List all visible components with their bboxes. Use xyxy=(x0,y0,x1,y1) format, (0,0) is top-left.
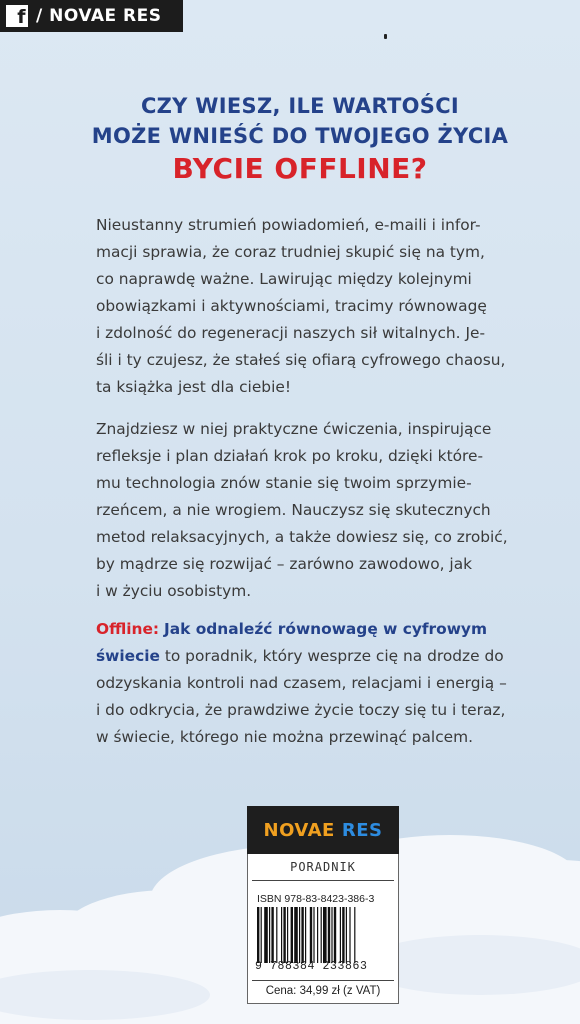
text-line: i w życiu osobistym. xyxy=(96,582,252,600)
barcode-bars xyxy=(257,907,389,963)
facebook-icon: f xyxy=(6,5,28,27)
barcode-stripe xyxy=(342,907,344,963)
publisher-social-badge xyxy=(0,0,183,32)
headline-line-3: BYCIE OFFLINE? xyxy=(172,152,428,185)
barcode-stripe xyxy=(283,907,285,963)
blurb-paragraph-2 xyxy=(96,416,548,605)
barcode-digits: 9 788384 233863 xyxy=(255,960,368,973)
text-line: i zdolność do regeneracji naszych sił witalnych. Je- xyxy=(96,324,486,342)
barcode-stripe xyxy=(281,907,282,963)
blurb-paragraph-3 xyxy=(96,616,548,751)
barcode-stripe xyxy=(313,907,314,963)
divider xyxy=(252,980,394,981)
logo-word-2: RES xyxy=(341,819,383,841)
text-line: macji sprawia, że coraz trudniej skupić się na tym, xyxy=(96,243,485,261)
barcode-stripe xyxy=(354,907,355,963)
text-line: Nieustanny strumień powiadomień, e-maili i infor- xyxy=(96,216,481,234)
book-subtitle-blue: Jak odnaleźć równowagę w cyfrowym xyxy=(164,620,488,638)
barcode-stripe xyxy=(323,907,327,963)
barcode-stripe xyxy=(287,907,288,963)
publisher-logo xyxy=(247,806,399,854)
text-line: Znajdziesz w niej praktyczne ćwiczenia, inspirujące xyxy=(96,420,492,438)
barcode-stripe xyxy=(328,907,330,963)
text-line: refleksje i plan działań krok po kroku, dzięki które- xyxy=(96,447,484,465)
text-line: by mądrze się rozwijać – zarówno zawodowo, jak xyxy=(96,555,473,573)
barcode-stripe xyxy=(291,907,293,963)
text-line: obowiązkami i aktywnościami, tracimy równowagę xyxy=(96,297,487,315)
text-line: ta książka jest dla ciebie! xyxy=(96,378,291,396)
headline-line-1: CZY WIESZ, ILE WARTOŚCI xyxy=(140,94,460,118)
barcode-stripe xyxy=(299,907,300,963)
isbn-text: ISBN 978-83-8423-386-3 xyxy=(257,893,375,905)
barcode-stripe xyxy=(257,907,259,963)
barcode-stripe xyxy=(310,907,312,963)
text-line: i do odkrycia, że prawdziwe życie toczy się tu i teraz, xyxy=(96,701,506,719)
category-label: PORADNIK xyxy=(290,860,356,874)
badge-text: / NOVAE RES xyxy=(36,6,162,26)
book-title-red: Offline: xyxy=(96,620,160,638)
barcode-stripe xyxy=(276,907,277,963)
barcode-stripe xyxy=(264,907,268,963)
barcode-stripe xyxy=(349,907,350,963)
print-speck xyxy=(384,34,387,39)
barcode-stripe xyxy=(301,907,303,963)
divider xyxy=(252,880,394,881)
text-line: rzeńcem, a nie wrogiem. Nauczysz się skutecznych xyxy=(96,501,491,519)
logo-word-1: NOVAE xyxy=(263,819,335,841)
barcode-stripe xyxy=(269,907,270,963)
text-line: śli i ty czujesz, że stałeś się ofiarą cyfrowego chaosu, xyxy=(96,351,506,369)
text-line xyxy=(96,616,548,643)
barcode-stripe xyxy=(340,907,341,963)
book-subtitle-blue-end: świecie xyxy=(96,647,160,665)
price-label: Cena: 34,99 zł (z VAT) xyxy=(265,985,381,997)
text-line: co naprawdę ważne. Lawirując między kolejnymi xyxy=(96,270,472,288)
text-line: mu technologia znów stanie się twoim sprzymie- xyxy=(96,474,472,492)
barcode-stripe xyxy=(334,907,336,963)
barcode-stripe xyxy=(294,907,298,963)
barcode-stripe xyxy=(305,907,306,963)
barcode-stripe xyxy=(346,907,347,963)
text-line: metod relaksacyjnych, a także dowiesz się, co zrobić, xyxy=(96,528,508,546)
barcode-stripe xyxy=(317,907,318,963)
barcode-stripe xyxy=(271,907,273,963)
text-line: w świecie, którego nie można przewinąć palcem. xyxy=(96,728,474,746)
text-line xyxy=(96,643,548,670)
text-line: odzyskania kontroli nad czasem, relacjami i energią – xyxy=(96,674,507,692)
blurb-paragraph-1 xyxy=(96,212,548,401)
barcode-stripe xyxy=(261,907,262,963)
headline-line-2: MOŻE WNIEŚĆ DO TWOJEGO ŻYCIA xyxy=(91,124,509,148)
barcode-stripe xyxy=(321,907,322,963)
barcode-stripe xyxy=(331,907,332,963)
text-fragment: to poradnik, który wesprze cię na drodze do xyxy=(164,647,504,665)
